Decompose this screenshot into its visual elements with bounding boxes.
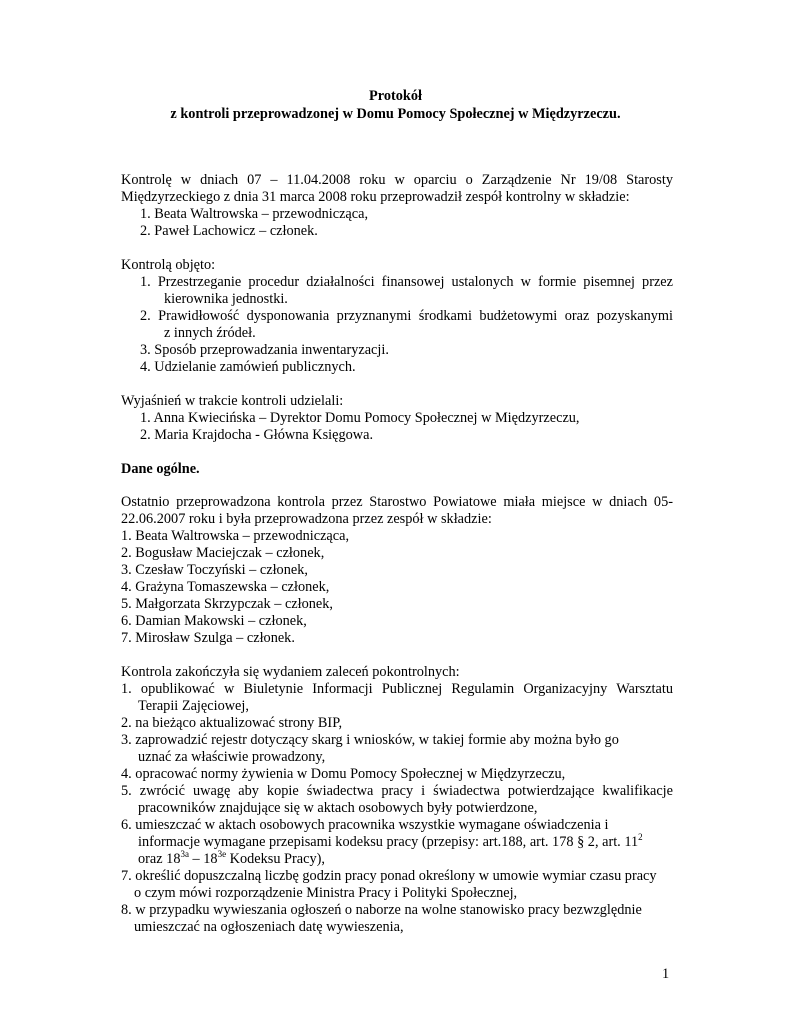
recommendation-item: 5. zwrócić uwagę aby kopie świadectwa pracy i świadectwa potwierdzające kwalifikacje <box>121 783 673 799</box>
recommendation-item: 6. umieszczać w aktach osobowych pracownika wszystkie wymagane oświadczenia i <box>121 817 609 833</box>
team-member: 1. Beata Waltrowska – przewodnicząca, <box>140 206 369 222</box>
previous-member: 7. Mirosław Szulga – członek. <box>121 630 295 646</box>
explanation-person: 1. Anna Kwiecińska – Dyrektor Domu Pomocy Społecznej w Międzyrzeczu, <box>140 410 580 426</box>
recommendations-heading: Kontrola zakończyła się wydaniem zaleceń pokontrolnych: <box>121 664 460 680</box>
recommendation-item: 4. opracować normy żywienia w Domu Pomocy Społecznej w Międzyrzeczu, <box>121 766 566 782</box>
recommendation-text: oraz 18 <box>138 851 181 867</box>
recommendation-cont: uznać za właściwie prowadzony, <box>138 749 326 765</box>
superscript: 2 <box>638 832 643 843</box>
previous-member: 5. Małgorzata Skrzypczak – członek, <box>121 596 333 612</box>
recommendation-cont: umieszczać na ogłoszeniach datę wywieszenia, <box>134 919 404 935</box>
superscript: 3e <box>217 849 227 860</box>
scope-item: 2. Prawidłowość dysponowania przyznanymi środkami budżetowymi oraz pozyskanymi <box>140 308 673 324</box>
superscript: 3a <box>180 849 189 860</box>
previous-member: 1. Beata Waltrowska – przewodnicząca, <box>121 528 350 544</box>
previous-member: 2. Bogusław Maciejczak – członek, <box>121 545 325 561</box>
page-number: 1 <box>662 966 670 982</box>
previous-member: 3. Czesław Toczyński – członek, <box>121 562 308 578</box>
previous-member: 4. Grażyna Tomaszewska – członek, <box>121 579 330 595</box>
section-heading: Dane ogólne. <box>121 461 200 477</box>
explanations-heading: Wyjaśnień w trakcie kontroli udzielali: <box>121 393 344 409</box>
recommendation-text: Kodeksu Pracy), <box>226 851 325 867</box>
recommendation-text: – 18 <box>188 851 218 867</box>
document-title: Protokół <box>369 88 422 104</box>
recommendation-cont <box>138 851 325 868</box>
previous-control-line: Ostatnio przeprowadzona kontrola przez Starostwo Powiatowe miała miejsce w dniach 05- <box>121 494 673 510</box>
document-subtitle: z kontroli przeprowadzonej w Domu Pomocy Społecznej w Międzyrzeczu. <box>170 106 621 122</box>
scope-item-cont: kierownika jednostki. <box>164 291 288 307</box>
recommendation-item: 2. na bieżąco aktualizować strony BIP, <box>121 715 343 731</box>
scope-heading: Kontrolą objęto: <box>121 257 216 273</box>
intro-line: Międzyrzeckiego z dnia 31 marca 2008 roku przeprowadził zespół kontrolny w składzie: <box>121 189 630 205</box>
recommendation-cont: o czym mówi rozporządzenie Ministra Pracy i Polityki Społecznej, <box>134 885 518 901</box>
recommendation-item: 3. zaprowadzić rejestr dotyczący skarg i wniosków, w takiej formie aby można było go <box>121 732 619 748</box>
recommendation-cont <box>138 834 643 851</box>
previous-control-line: 22.06.2007 roku i była przeprowadzona przez zespół w składzie: <box>121 511 492 527</box>
scope-item: 4. Udzielanie zamówień publicznych. <box>140 359 356 375</box>
intro-line: Kontrolę w dniach 07 – 11.04.2008 roku w oparciu o Zarządzenie Nr 19/08 Starosty <box>121 172 673 188</box>
team-member: 2. Paweł Lachowicz – członek. <box>140 223 318 239</box>
scope-item: 3. Sposób przeprowadzania inwentaryzacji. <box>140 342 389 358</box>
scope-item: 1. Przestrzeganie procedur działalności finansowej ustalonych w formie pisemnej przez <box>140 274 673 290</box>
recommendation-text: informacje wymagane przepisami kodeksu pracy (przepisy: art.188, art. 178 § 2, art. 11 <box>138 834 639 850</box>
previous-member: 6. Damian Makowski – członek, <box>121 613 307 629</box>
recommendation-item: 8. w przypadku wywieszania ogłoszeń o naborze na wolne stanowisko pracy bezwzględnie <box>121 902 642 918</box>
recommendation-item: 7. określić dopuszczalną liczbę godzin pracy ponad określony w umowie wymiar czasu pracy <box>121 868 657 884</box>
explanation-person: 2. Maria Krajdocha - Główna Księgowa. <box>140 427 374 443</box>
recommendation-item: 1. opublikować w Biuletynie Informacji Publicznej Regulamin Organizacyjny Warsztatu <box>121 681 673 697</box>
recommendation-cont: pracowników znajdujące się w aktach osobowych były potwierdzone, <box>138 800 538 816</box>
scope-item-cont: z innych źródeł. <box>164 325 256 341</box>
recommendation-cont: Terapii Zajęciowej, <box>138 698 249 714</box>
